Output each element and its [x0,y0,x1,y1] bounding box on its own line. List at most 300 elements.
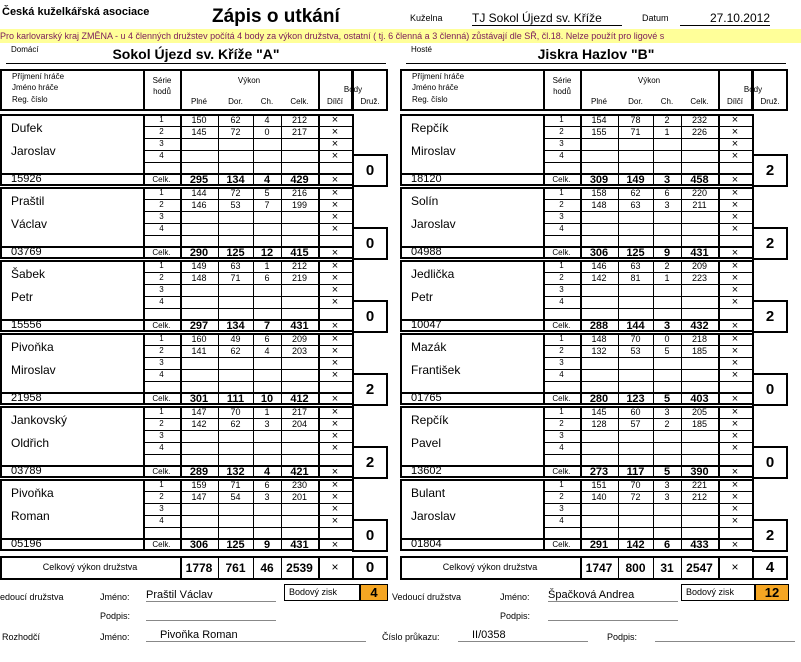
dilci-x-mark: × [731,515,739,527]
series-celk-value: 217 [291,407,308,417]
series-dor-value: 71 [630,127,641,137]
total-plne-value: 291 [589,539,609,551]
row-divider [143,381,352,382]
player-first-name: Oldřich [11,436,50,450]
series-number: 1 [559,261,564,270]
series-ch-value: 1 [264,407,270,417]
series-ch-value: 2 [664,115,670,125]
celk-label: Celk. [552,321,571,330]
dilci-x-mark: × [731,479,739,491]
series-number: 2 [559,346,564,355]
series-plne-value: 160 [191,334,207,344]
series-dor-value: 62 [230,346,241,356]
total-ch-value: 5 [663,393,671,405]
player-first-name: Miroslav [11,363,56,377]
prukaz-value[interactable]: II/0358 [458,629,588,642]
dilci-x-mark: × [331,187,339,199]
series-dor-value: 71 [230,480,241,490]
series-plne-value: 154 [591,115,607,125]
dilci-x-mark: × [731,418,739,430]
series-dor-value: 70 [630,480,641,490]
total-ch-value: 7 [263,320,271,332]
player-points: 0 [352,154,388,187]
total-plne-value: 273 [589,466,609,478]
hdr-ch: Ch. [660,97,674,106]
row-divider [543,527,752,528]
series-number: 4 [159,297,164,306]
series-celk-value: 203 [291,346,308,356]
row-divider [543,381,752,382]
hdr-druz: Druž. [360,97,380,106]
hdr-plne: Plné [190,97,207,106]
series-plne-value: 142 [191,419,207,429]
series-celk-value: 216 [291,188,308,198]
hdr-celk: Celk. [290,97,309,106]
hdr-reg: Reg. číslo [412,95,448,104]
series-dor-value: 57 [630,419,641,429]
dilci-x-mark: × [731,442,739,454]
series-celk-value: 205 [691,407,708,417]
celk-label: Celk. [152,248,171,257]
series-number: 2 [159,273,164,282]
series-plne-value: 150 [191,115,207,125]
series-celk-value: 219 [291,273,308,283]
total-ch-value: 10 [260,393,274,405]
rozhodci-podpis-field[interactable] [655,629,795,642]
series-celk-value: 226 [691,127,708,137]
series-number: 2 [559,273,564,282]
player-reg-number: 10047 [411,319,442,331]
player-surname: Jedlička [411,267,455,281]
series-celk-value: 220 [691,188,708,198]
series-number: 1 [159,407,164,416]
celkovy-vykon-label: Celkový výkon družstva [42,562,138,572]
dilci-x-mark: × [731,406,739,418]
dilci-x-mark: × [731,284,739,296]
series-number: 2 [559,492,564,501]
player-first-name: Jaroslav [411,217,456,231]
hdr-prijmeni: Příjmení hráče [12,72,65,81]
total-dor-value: 132 [226,466,245,478]
dilci-x-mark: × [331,174,339,186]
dilci-x-mark: × [331,357,339,369]
series-number: 4 [159,224,164,233]
series-number: 1 [159,115,164,124]
player-first-name: Jaroslav [411,509,456,523]
hdr-jmeno: Jméno hráče [412,83,459,92]
series-ch-value: 4 [264,115,270,125]
series-plne-value: 158 [591,188,607,198]
dilci-x-mark: × [331,296,339,308]
series-ch-value: 0 [664,334,670,344]
player-first-name: Miroslav [411,144,456,158]
total-dor-value: 123 [626,393,645,405]
series-number: 2 [159,127,164,136]
celk-label: Celk. [552,248,571,257]
series-number: 3 [159,431,164,440]
dilci-x-mark: × [331,199,339,211]
hdr-hodu: hodů [153,87,171,96]
series-ch-value: 6 [264,273,270,283]
series-ch-value: 6 [264,480,270,490]
player-first-name: Pavel [411,436,442,450]
series-celk-value: 218 [691,334,708,344]
total-ch-value: 9 [263,539,271,551]
series-celk-value: 199 [291,200,308,210]
series-celk-value: 201 [291,492,308,502]
series-plne-value: 159 [191,480,207,490]
series-dor-value: 78 [630,115,641,125]
dilci-x-mark: × [331,223,339,235]
celk-label: Celk. [552,175,571,184]
series-celk-value: 217 [291,127,308,137]
home-jmeno-label: Jméno: [100,592,130,602]
series-ch-value: 2 [664,419,670,429]
row-divider [400,109,788,111]
total-dor-value: 125 [226,539,245,551]
col-divider [143,69,145,111]
dilci-x-mark: × [731,199,739,211]
dilci-x-mark: × [731,211,739,223]
dilci-x-mark: × [731,369,739,381]
player-points: 0 [752,446,788,479]
hdr-dor: Dor. [628,97,643,106]
hdr-druz: Druž. [760,97,780,106]
player-surname: Mazák [411,340,447,354]
total-ch-value: 12 [260,247,274,259]
series-number: 4 [559,370,564,379]
series-dor-value: 54 [230,492,241,502]
guest-podpis-label: Podpis: [500,611,531,621]
dilci-x-mark: × [731,126,739,138]
team-total-points: 0 [365,559,375,576]
series-dor-value: 63 [230,261,241,271]
team-total-value: 46 [260,561,274,575]
player-surname: Repčík [411,121,449,135]
series-number: 2 [559,127,564,136]
hdr-hodu: hodů [553,87,571,96]
hdr-vykon: Výkon [237,76,261,85]
player-surname: Dufek [11,121,43,135]
home-vedouci-label: edoucí družstva [0,592,64,602]
series-celk-value: 230 [291,480,308,490]
hdr-dor: Dor. [228,97,243,106]
rozhodci-podpis-label: Podpis: [607,632,638,642]
series-celk-value: 185 [691,419,708,429]
series-plne-value: 148 [591,200,607,210]
rozhodci-jmeno-label: Jméno: [100,632,130,642]
player-surname: Repčík [411,413,449,427]
dilci-x-mark: × [731,466,739,478]
dilci-x-mark: × [731,138,739,150]
total-dor-value: 111 [226,393,245,405]
series-dor-value: 72 [630,492,641,502]
hdr-dilci: Dílčí [327,97,343,106]
team-total-value: 2547 [686,561,713,575]
series-number: 1 [159,261,164,270]
total-dor-value: 142 [626,539,645,551]
page-title: Zápis o utkání [212,6,340,27]
series-celk-value: 204 [291,419,308,429]
row-divider [543,235,752,236]
series-ch-value: 4 [264,346,270,356]
series-ch-value: 3 [664,200,670,210]
series-dor-value: 62 [230,115,241,125]
player-points: 0 [352,519,388,552]
dilci-x-mark: × [731,187,739,199]
series-dor-value: 70 [230,407,241,417]
dilci-x-mark: × [331,150,339,162]
celkovy-vykon-label: Celkový výkon družstva [442,562,538,572]
dilci-x-mark: × [331,503,339,515]
player-surname: Bulant [411,486,446,500]
series-number: 4 [159,370,164,379]
total-x-mark: × [331,560,339,574]
total-celk-value: 415 [290,247,309,259]
series-plne-value: 148 [591,334,607,344]
series-number: 4 [159,516,164,525]
series-number: 2 [159,346,164,355]
dilci-x-mark: × [331,393,339,405]
series-number: 1 [159,480,164,489]
row-divider [143,235,352,236]
series-ch-value: 1 [664,273,670,283]
dilci-x-mark: × [331,345,339,357]
series-celk-value: 223 [691,273,708,283]
series-celk-value: 209 [691,261,708,271]
total-dor-value: 117 [626,466,645,478]
series-number: 1 [159,188,164,197]
series-plne-value: 151 [591,480,607,490]
series-ch-value: 3 [664,480,670,490]
series-number: 3 [559,504,564,513]
series-number: 3 [559,212,564,221]
series-dor-value: 72 [230,188,241,198]
player-points: 0 [752,373,788,406]
series-celk-value: 212 [291,115,308,125]
series-number: 1 [559,115,564,124]
series-dor-value: 62 [630,188,641,198]
dilci-x-mark: × [331,284,339,296]
total-ch-value: 4 [263,466,271,478]
player-points: 2 [352,373,388,406]
player-first-name: Petr [411,290,434,304]
dilci-x-mark: × [331,406,339,418]
series-number: 1 [159,334,164,343]
player-surname: Šabek [11,267,46,281]
player-reg-number: 01804 [411,538,442,550]
datum-label: Datum [642,13,669,23]
guest-podpis-field[interactable] [548,608,678,621]
celk-label: Celk. [152,321,171,330]
dilci-x-mark: × [331,247,339,259]
player-surname: Pivoňka [11,340,54,354]
series-plne-value: 140 [591,492,607,502]
player-reg-number: 04988 [411,246,442,258]
total-plne-value: 288 [589,320,609,332]
dilci-x-mark: × [331,320,339,332]
dilci-x-mark: × [731,150,739,162]
series-number: 3 [559,285,564,294]
series-number: 3 [559,431,564,440]
series-ch-value: 6 [664,188,670,198]
team-total-value: 761 [225,561,246,575]
series-dor-value: 70 [630,334,641,344]
row-divider [143,162,352,163]
total-plne-value: 309 [589,174,609,186]
series-plne-value: 148 [191,273,207,283]
total-celk-value: 431 [290,539,309,551]
row-divider [143,454,352,455]
total-ch-value: 6 [663,539,671,551]
series-ch-value: 2 [664,261,670,271]
datum-value[interactable]: 27.10.2012 [680,11,770,26]
total-celk-value: 458 [690,174,709,186]
hdr-dilci: Dílčí [727,97,743,106]
player-surname: Pivoňka [11,486,54,500]
series-ch-value: 3 [264,419,270,429]
series-ch-value: 1 [264,261,270,271]
series-plne-value: 145 [191,127,207,137]
series-dor-value: 49 [230,334,241,344]
total-ch-value: 3 [663,174,671,186]
dilci-x-mark: × [731,430,739,442]
dilci-x-mark: × [731,320,739,332]
rozhodci-name[interactable]: Pivoňka Roman [146,629,366,642]
guest-bodovy-zisk-label: Bodový zisk [681,584,755,601]
home-vedouci-name[interactable]: Praštil Václav [146,589,276,602]
col-divider [543,69,545,111]
series-dor-value: 71 [230,273,241,283]
series-number: 2 [159,419,164,428]
player-first-name: František [411,363,461,377]
guest-vedouci-name[interactable]: Špačková Andrea [548,589,678,602]
team-total-value: 2539 [286,561,313,575]
dilci-x-mark: × [331,211,339,223]
series-plne-value: 142 [591,273,607,283]
dilci-x-mark: × [331,479,339,491]
player-first-name: Petr [11,290,34,304]
total-celk-value: 433 [690,539,709,551]
series-celk-value: 212 [691,492,708,502]
dilci-x-mark: × [331,515,339,527]
row-divider [543,454,752,455]
dilci-x-mark: × [331,369,339,381]
series-dor-value: 60 [630,407,641,417]
hdr-vykon: Výkon [637,76,661,85]
series-number: 4 [559,516,564,525]
dilci-x-mark: × [331,442,339,454]
dilci-x-mark: × [731,491,739,503]
series-number: 1 [559,188,564,197]
dilci-x-mark: × [331,418,339,430]
series-ch-value: 5 [664,346,670,356]
hdr-prijmeni: Příjmení hráče [412,72,465,81]
total-dor-value: 144 [626,320,645,332]
home-team-name: Sokol Újezd sv. Kříže "A" [6,44,386,64]
total-dor-value: 149 [626,174,645,186]
series-ch-value: 7 [264,200,270,210]
series-number: 3 [159,139,164,148]
dilci-x-mark: × [331,260,339,272]
total-celk-value: 421 [290,466,309,478]
total-plne-value: 297 [189,320,209,332]
dilci-x-mark: × [331,126,339,138]
total-celk-value: 390 [690,466,709,478]
series-number: 4 [159,443,164,452]
notice-banner: Pro karlovarský kraj ZMĚNA - u 4 členných družstev počítá 4 body za výkon družstva, ostatní ( tj. 6 členná a 3 členná) zůstávají dle SŘ, čl.18. Nelze použít pro ligové s [0,29,801,43]
series-number: 2 [559,419,564,428]
series-celk-value: 212 [291,261,308,271]
player-points: 2 [752,300,788,333]
series-plne-value: 149 [191,261,207,271]
team-total-points: 4 [765,559,775,576]
kuzelna-value[interactable]: TJ Sokol Újezd sv. Kříže [472,11,622,26]
row-divider [352,69,388,71]
dilci-x-mark: × [731,223,739,235]
series-number: 2 [159,200,164,209]
home-bodovy-zisk-value: 4 [360,584,388,601]
total-dor-value: 125 [626,247,645,259]
hdr-ch: Ch. [260,97,274,106]
series-plne-value: 145 [591,407,607,417]
hdr-serie: Série [152,76,172,85]
series-ch-value: 3 [664,407,670,417]
dilci-x-mark: × [731,272,739,284]
home-podpis-field[interactable] [146,608,276,621]
series-number: 2 [559,200,564,209]
player-reg-number: 01765 [411,392,442,404]
dilci-x-mark: × [731,174,739,186]
dilci-x-mark: × [731,503,739,515]
player-points: 2 [352,446,388,479]
series-ch-value: 5 [264,188,270,198]
hdr-reg: Reg. číslo [12,95,48,104]
series-plne-value: 132 [591,346,607,356]
series-plne-value: 146 [591,261,607,271]
player-reg-number: 15556 [11,319,42,331]
player-points: 2 [752,154,788,187]
player-points: 2 [752,519,788,552]
series-plne-value: 146 [191,200,207,210]
dilci-x-mark: × [331,539,339,551]
series-ch-value: 6 [264,334,270,344]
total-celk-value: 403 [690,393,709,405]
celk-label: Celk. [552,394,571,403]
celk-label: Celk. [152,467,171,476]
series-dor-value: 72 [230,127,241,137]
series-celk-value: 209 [291,334,308,344]
player-reg-number: 18120 [411,173,442,185]
total-plne-value: 306 [189,539,209,551]
total-plne-value: 280 [589,393,609,405]
series-plne-value: 147 [191,407,207,417]
total-celk-value: 429 [290,174,309,186]
series-plne-value: 155 [591,127,607,137]
series-ch-value: 3 [264,492,270,502]
dilci-x-mark: × [731,539,739,551]
total-plne-value: 289 [189,466,209,478]
guest-vedouci-label: Vedoucí družstva [392,592,462,602]
row-divider [752,69,788,71]
series-number: 3 [559,358,564,367]
hdr-celk: Celk. [690,97,709,106]
team-total-value: 800 [625,561,646,575]
hdr-body: Body [743,85,763,94]
series-number: 4 [159,151,164,160]
hdr-plne: Plné [590,97,607,106]
series-number: 3 [159,358,164,367]
